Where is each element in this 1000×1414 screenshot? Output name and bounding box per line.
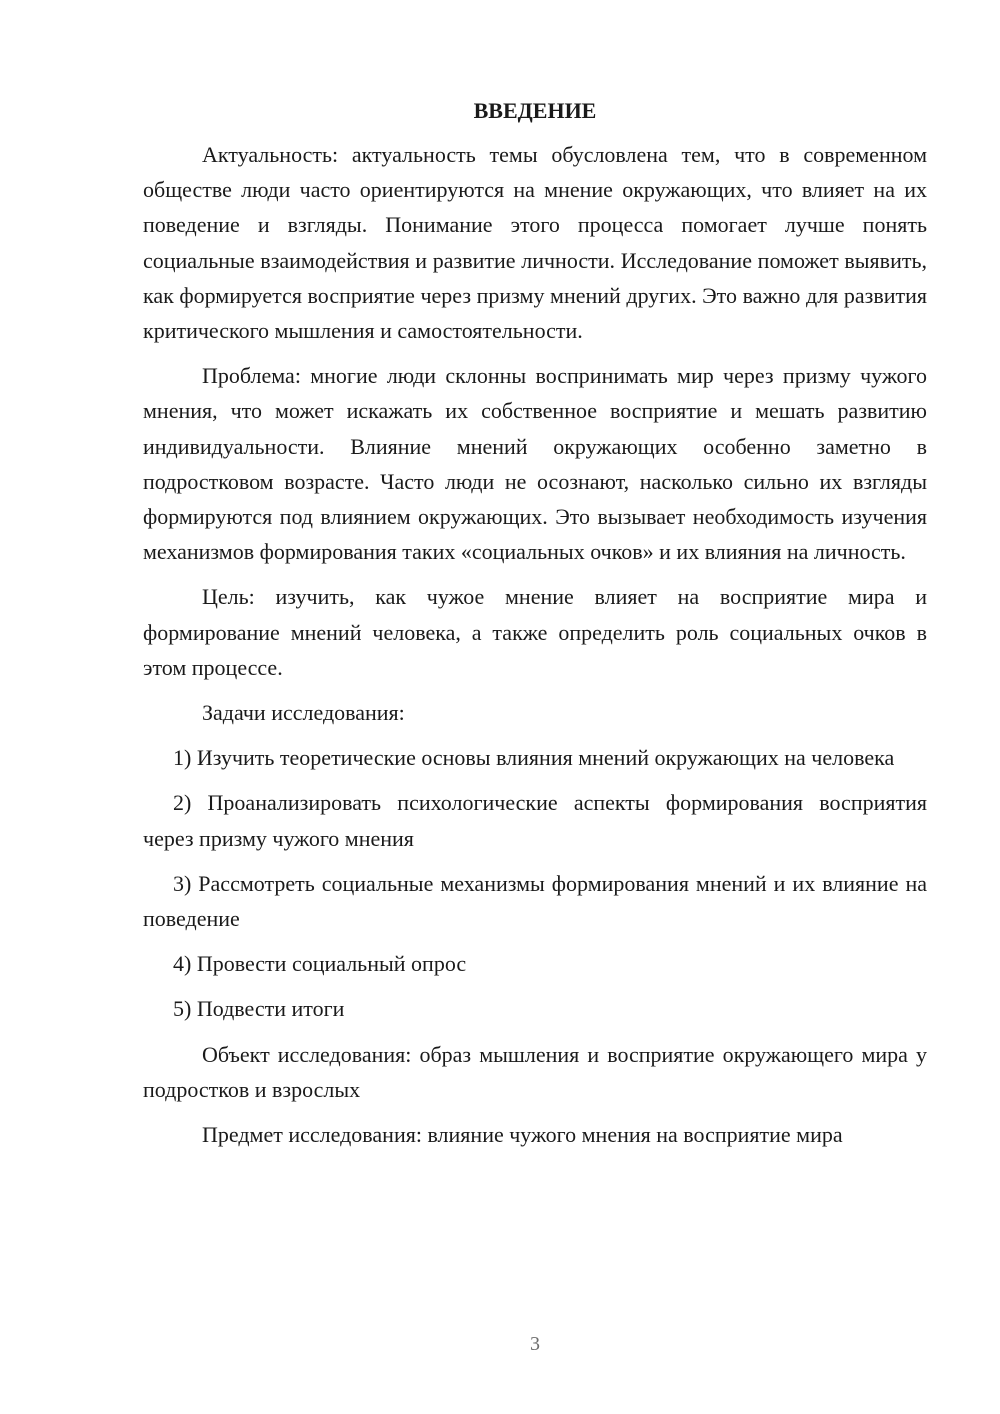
- task-item: 2) Проанализировать психологические аспекты формирования восприятия через призму чужого мнения: [143, 790, 927, 851]
- object-paragraph: Объект исследования: образ мышления и восприятие окружающего мира у подростков и взрослых: [143, 1041, 927, 1102]
- task-item: 5) Подвести итоги: [173, 996, 345, 1022]
- tasks-heading: Задачи исследования:: [202, 700, 405, 726]
- task-item: 4) Провести социальный опрос: [173, 951, 467, 977]
- goal-paragraph: Цель: изучить, как чужое мнение влияет на восприятие мира и формирование мнений человека, а также определить роль социальных очков в этом процессе.: [143, 584, 927, 680]
- relevance-paragraph: Актуальность: актуальность темы обусловлена тем, что в современном обществе люди часто ориентируются на мнение окружающих, что влияет на их поведение и взгляды. Понимание этого процесса помогает лучше понять социальные взаимодействия и развитие личности. Исследование поможет выявить, как формируется восприятие через призму мнений других. Это важно для развития критического мышления и самостоятельности.: [143, 142, 927, 344]
- task-item: 1) Изучить теоретические основы влияния мнений окружающих на человека: [173, 745, 895, 771]
- task-item: 3) Рассмотреть социальные механизмы формирования мнений и их влияние на поведение: [143, 870, 927, 932]
- page-number: 3: [530, 1333, 540, 1355]
- subject-paragraph: Предмет исследования: влияние чужого мнения на восприятие мира: [202, 1122, 843, 1148]
- problem-paragraph: Проблема: многие люди склонны воспринимать мир через призму чужого мнения, что может искажать их собственное восприятие и мешать развитию индивидуальности. Влияние мнений окружающих особенно заметно в подростковом возрасте. Часто люди не осознают, насколько сильно их взгляды формируются под влиянием окружающих. Это вызывает необходимость изучения механизмов формирования таких «социальных очков» и их влияния на личность.: [143, 363, 927, 565]
- section-title: ВВЕДЕНИЕ: [473, 98, 597, 123]
- page-content: [143, 95, 927, 1162]
